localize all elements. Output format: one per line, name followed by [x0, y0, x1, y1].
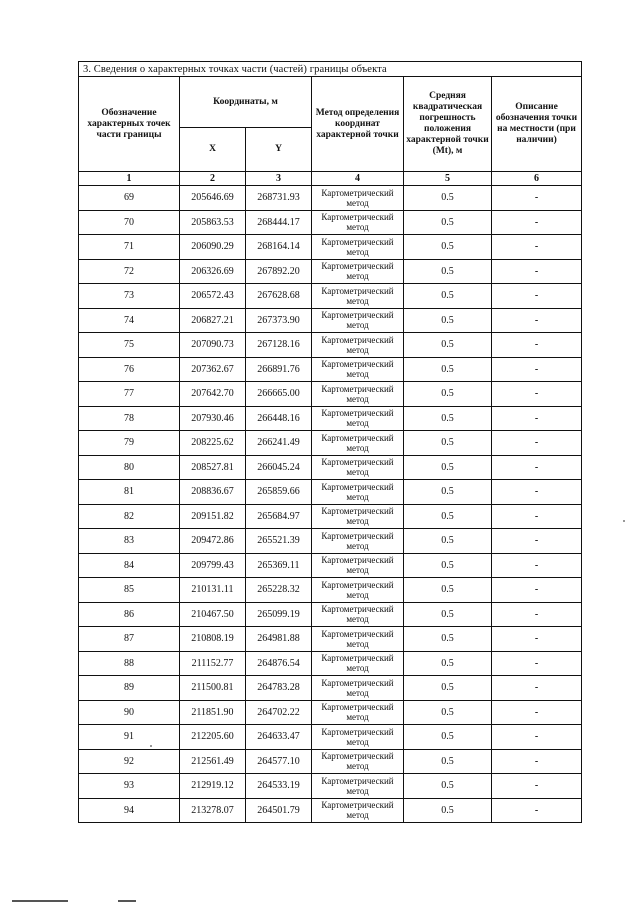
method-cell: Картометрический метод: [312, 504, 404, 529]
coord-y: 265228.32: [246, 578, 312, 603]
method-cell: Картометрический метод: [312, 357, 404, 382]
description-cell: -: [492, 798, 582, 823]
accuracy-cell: 0.5: [404, 235, 492, 260]
coord-y: 268444.17: [246, 210, 312, 235]
description-cell: -: [492, 382, 582, 407]
coord-x: 211851.90: [180, 700, 246, 725]
point-number: 82: [79, 504, 180, 529]
column-number: 5: [404, 172, 492, 186]
accuracy-cell: 0.5: [404, 651, 492, 676]
accuracy-cell: 0.5: [404, 357, 492, 382]
accuracy-cell: 0.5: [404, 627, 492, 652]
header-x: X: [180, 128, 246, 172]
coord-x: 208225.62: [180, 431, 246, 456]
description-cell: -: [492, 480, 582, 505]
method-cell: Картометрический метод: [312, 602, 404, 627]
table-row: [79, 676, 582, 701]
coord-y: 264501.79: [246, 798, 312, 823]
accuracy-cell: 0.5: [404, 259, 492, 284]
point-number: 70: [79, 210, 180, 235]
method-cell: Картометрический метод: [312, 578, 404, 603]
coord-x: 207642.70: [180, 382, 246, 407]
description-cell: -: [492, 308, 582, 333]
coord-x: 207362.67: [180, 357, 246, 382]
accuracy-cell: 0.5: [404, 602, 492, 627]
coord-y: 265859.66: [246, 480, 312, 505]
point-number: 80: [79, 455, 180, 480]
coord-y: 265521.39: [246, 529, 312, 554]
point-number: 84: [79, 553, 180, 578]
coord-x: 206090.29: [180, 235, 246, 260]
table-row: [79, 700, 582, 725]
header-accuracy: Средняя квадратическая погрешность положения характерной точки (Mt), м: [404, 77, 492, 172]
accuracy-cell: 0.5: [404, 406, 492, 431]
description-cell: -: [492, 210, 582, 235]
point-number: 90: [79, 700, 180, 725]
table-row: [79, 529, 582, 554]
accuracy-cell: 0.5: [404, 553, 492, 578]
table-row: [79, 308, 582, 333]
header-coordinates: Координаты, м: [180, 77, 312, 128]
accuracy-cell: 0.5: [404, 725, 492, 750]
description-cell: -: [492, 529, 582, 554]
table-body: [79, 186, 582, 823]
coord-y: 266448.16: [246, 406, 312, 431]
method-cell: Картометрический метод: [312, 333, 404, 358]
accuracy-cell: 0.5: [404, 480, 492, 505]
point-number: 93: [79, 774, 180, 799]
point-number: 91: [79, 725, 180, 750]
point-number: 71: [79, 235, 180, 260]
coord-x: 206572.43: [180, 284, 246, 309]
column-number: 3: [246, 172, 312, 186]
description-cell: -: [492, 504, 582, 529]
description-cell: -: [492, 553, 582, 578]
coord-x: 209472.86: [180, 529, 246, 554]
description-cell: -: [492, 651, 582, 676]
description-cell: -: [492, 455, 582, 480]
coord-y: 264783.28: [246, 676, 312, 701]
boundary-points-table: [78, 61, 582, 823]
method-cell: Картометрический метод: [312, 529, 404, 554]
table-row: [79, 235, 582, 260]
point-number: 76: [79, 357, 180, 382]
table-row: [79, 627, 582, 652]
description-cell: -: [492, 578, 582, 603]
description-cell: -: [492, 749, 582, 774]
coord-x: 211500.81: [180, 676, 246, 701]
coord-y: 266665.00: [246, 382, 312, 407]
coord-y: 268731.93: [246, 186, 312, 211]
coord-y: 267628.68: [246, 284, 312, 309]
description-cell: -: [492, 700, 582, 725]
point-number: 79: [79, 431, 180, 456]
accuracy-cell: 0.5: [404, 455, 492, 480]
description-cell: -: [492, 676, 582, 701]
table-row: [79, 774, 582, 799]
accuracy-cell: 0.5: [404, 210, 492, 235]
table-row: [79, 578, 582, 603]
scan-speck: [623, 520, 625, 522]
coord-x: 210467.50: [180, 602, 246, 627]
accuracy-cell: 0.5: [404, 676, 492, 701]
point-number: 85: [79, 578, 180, 603]
accuracy-cell: 0.5: [404, 529, 492, 554]
table-row: [79, 749, 582, 774]
method-cell: Картометрический метод: [312, 406, 404, 431]
coord-y: 264577.10: [246, 749, 312, 774]
method-cell: Картометрический метод: [312, 480, 404, 505]
table-row: [79, 431, 582, 456]
table-row: [79, 259, 582, 284]
description-cell: -: [492, 602, 582, 627]
coord-x: 212919.12: [180, 774, 246, 799]
method-cell: Картометрический метод: [312, 308, 404, 333]
column-numbers-row: [79, 172, 582, 186]
description-cell: -: [492, 235, 582, 260]
method-cell: Картометрический метод: [312, 725, 404, 750]
method-cell: Картометрический метод: [312, 431, 404, 456]
footer-rule: [118, 900, 136, 902]
method-cell: Картометрический метод: [312, 235, 404, 260]
point-number: 77: [79, 382, 180, 407]
accuracy-cell: 0.5: [404, 382, 492, 407]
coord-x: 212561.49: [180, 749, 246, 774]
coord-y: 265369.11: [246, 553, 312, 578]
description-cell: -: [492, 725, 582, 750]
accuracy-cell: 0.5: [404, 749, 492, 774]
coord-x: 210808.19: [180, 627, 246, 652]
header-method: Метод определения координат характерной точки: [312, 77, 404, 172]
table-row: [79, 651, 582, 676]
coord-y: 264876.54: [246, 651, 312, 676]
method-cell: Картометрический метод: [312, 259, 404, 284]
accuracy-cell: 0.5: [404, 186, 492, 211]
point-number: 81: [79, 480, 180, 505]
coord-x: 206326.69: [180, 259, 246, 284]
method-cell: Картометрический метод: [312, 455, 404, 480]
footer-rule: [12, 900, 68, 902]
document-page: [78, 61, 581, 823]
description-cell: -: [492, 259, 582, 284]
method-cell: Картометрический метод: [312, 382, 404, 407]
method-cell: Картометрический метод: [312, 284, 404, 309]
description-cell: -: [492, 186, 582, 211]
point-number: 94: [79, 798, 180, 823]
method-cell: Картометрический метод: [312, 651, 404, 676]
table-row: [79, 186, 582, 211]
description-cell: -: [492, 627, 582, 652]
point-number: 75: [79, 333, 180, 358]
coord-y: 264533.19: [246, 774, 312, 799]
table-row: [79, 210, 582, 235]
method-cell: Картометрический метод: [312, 700, 404, 725]
coord-y: 267128.16: [246, 333, 312, 358]
coord-y: 266891.76: [246, 357, 312, 382]
point-number: 78: [79, 406, 180, 431]
coord-y: 264633.47: [246, 725, 312, 750]
method-cell: Картометрический метод: [312, 186, 404, 211]
coord-y: 267892.20: [246, 259, 312, 284]
point-number: 69: [79, 186, 180, 211]
description-cell: -: [492, 333, 582, 358]
coord-y: 264702.22: [246, 700, 312, 725]
coord-y: 265099.19: [246, 602, 312, 627]
coord-y: 266241.49: [246, 431, 312, 456]
method-cell: Картометрический метод: [312, 774, 404, 799]
point-number: 83: [79, 529, 180, 554]
accuracy-cell: 0.5: [404, 333, 492, 358]
method-cell: Картометрический метод: [312, 210, 404, 235]
table-row: [79, 406, 582, 431]
accuracy-cell: 0.5: [404, 431, 492, 456]
point-number: 72: [79, 259, 180, 284]
coord-x: 210131.11: [180, 578, 246, 603]
coord-x: 209799.43: [180, 553, 246, 578]
table-row: [79, 553, 582, 578]
accuracy-cell: 0.5: [404, 700, 492, 725]
coord-x: 205646.69: [180, 186, 246, 211]
method-cell: Картометрический метод: [312, 627, 404, 652]
accuracy-cell: 0.5: [404, 284, 492, 309]
description-cell: -: [492, 774, 582, 799]
table-row: [79, 504, 582, 529]
point-number: 87: [79, 627, 180, 652]
header-point-name: Обозначение характерных точек части границы: [79, 77, 180, 172]
coord-x: 205863.53: [180, 210, 246, 235]
table-row: [79, 333, 582, 358]
table-row: [79, 725, 582, 750]
description-cell: -: [492, 431, 582, 456]
coord-x: 208527.81: [180, 455, 246, 480]
description-cell: -: [492, 357, 582, 382]
coord-y: 267373.90: [246, 308, 312, 333]
coord-y: 266045.24: [246, 455, 312, 480]
table-row: [79, 357, 582, 382]
coord-x: 207090.73: [180, 333, 246, 358]
description-cell: -: [492, 406, 582, 431]
column-number: 4: [312, 172, 404, 186]
coord-x: 209151.82: [180, 504, 246, 529]
point-number: 74: [79, 308, 180, 333]
coord-x: 208836.67: [180, 480, 246, 505]
coord-x: 213278.07: [180, 798, 246, 823]
method-cell: Картометрический метод: [312, 798, 404, 823]
table-row: [79, 480, 582, 505]
table-row: [79, 455, 582, 480]
table-row: [79, 284, 582, 309]
accuracy-cell: 0.5: [404, 578, 492, 603]
method-cell: Картометрический метод: [312, 553, 404, 578]
accuracy-cell: 0.5: [404, 798, 492, 823]
point-number: 73: [79, 284, 180, 309]
method-cell: Картометрический метод: [312, 749, 404, 774]
scan-speck: [150, 745, 152, 747]
column-number: 2: [180, 172, 246, 186]
coord-y: 264981.88: [246, 627, 312, 652]
point-number: 86: [79, 602, 180, 627]
accuracy-cell: 0.5: [404, 774, 492, 799]
header-description: Описание обозначения точки на местности (при наличии): [492, 77, 582, 172]
header-y: Y: [246, 128, 312, 172]
point-number: 88: [79, 651, 180, 676]
coord-x: 211152.77: [180, 651, 246, 676]
accuracy-cell: 0.5: [404, 308, 492, 333]
table-row: [79, 798, 582, 823]
method-cell: Картометрический метод: [312, 676, 404, 701]
description-cell: -: [492, 284, 582, 309]
table-row: [79, 382, 582, 407]
accuracy-cell: 0.5: [404, 504, 492, 529]
coord-y: 265684.97: [246, 504, 312, 529]
table-row: [79, 602, 582, 627]
point-number: 89: [79, 676, 180, 701]
coord-x: 206827.21: [180, 308, 246, 333]
section-title: 3. Сведения о характерных точках части (частей) границы объекта: [79, 62, 582, 77]
column-number: 1: [79, 172, 180, 186]
point-number: 92: [79, 749, 180, 774]
column-number: 6: [492, 172, 582, 186]
coord-x: 212205.60: [180, 725, 246, 750]
coord-y: 268164.14: [246, 235, 312, 260]
coord-x: 207930.46: [180, 406, 246, 431]
